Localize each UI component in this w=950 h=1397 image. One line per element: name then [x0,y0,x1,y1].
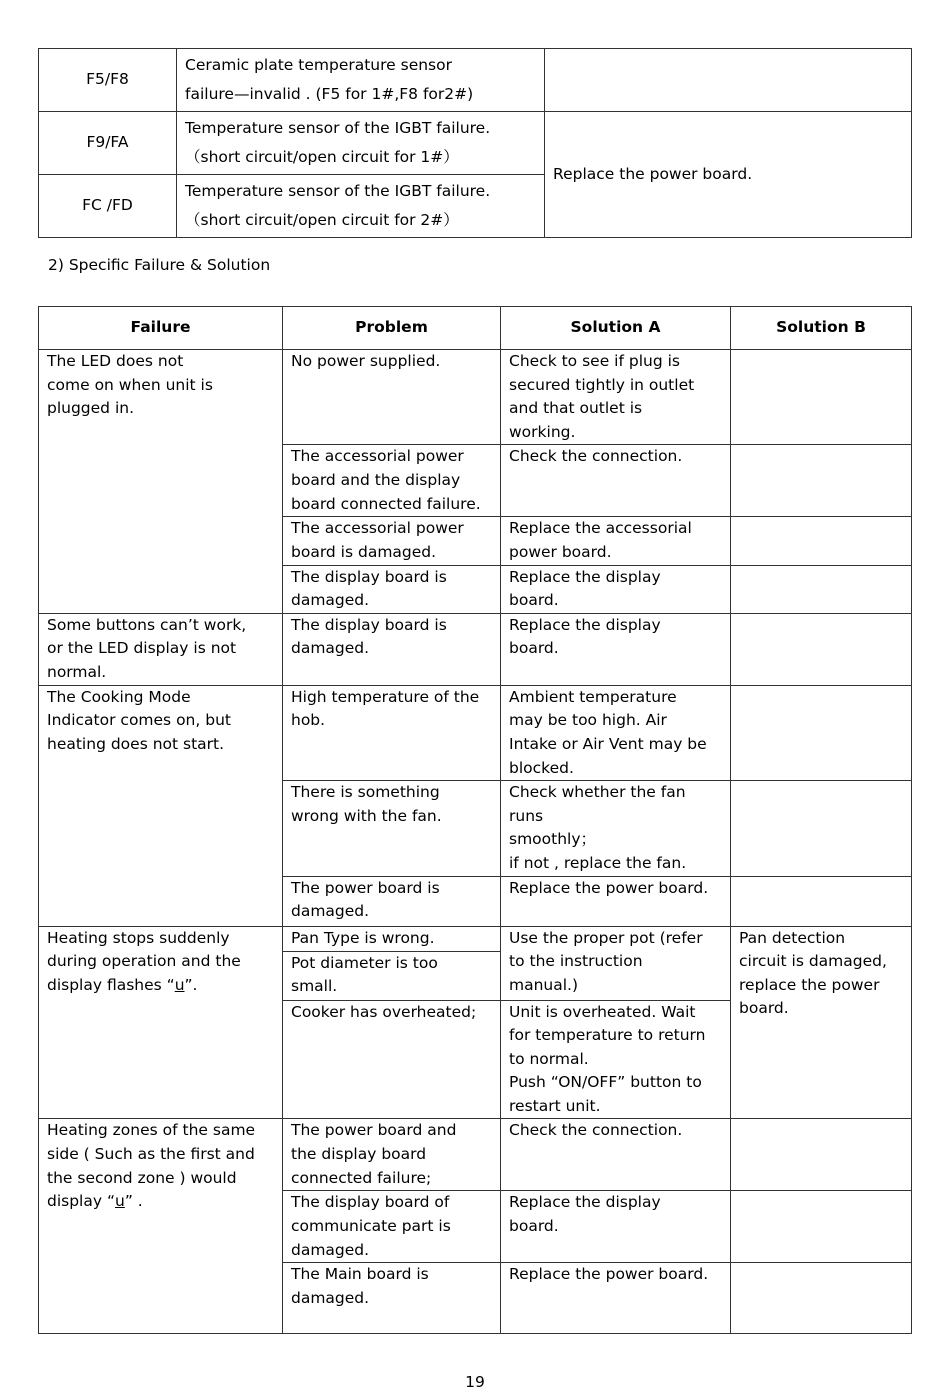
solution-b-cell [731,1263,912,1334]
solution-a-cell: Replace the power board. [501,1263,731,1334]
solution-a-cell: Unit is overheated. Wait for temperature to return to normal. Push “ON/OFF” button to restart unit. [501,1000,731,1119]
solution-a-cell: Check whether the fan runs smoothly； if not , replace the fan. [501,781,731,876]
problem-cell: Cooker has overheated; [283,1000,501,1119]
solution-a-cell: Check to see if plug is secured tightly in outlet and that outlet is working. [501,350,731,445]
error-code-table [38,48,912,238]
problem-cell: The display board of communicate part is damaged. [283,1191,501,1263]
failure-cell: The Cooking Mode Indicator comes on, but heating does not start. [39,685,283,926]
failure-text: Heating stops suddenly during operation and the display flashes “ [47,928,241,994]
solution-b-cell [731,613,912,685]
error-solution: Replace the power board. [545,112,912,238]
error-description: Temperature sensor of the IGBT failure. （short circuit/open circuit for 1#） [177,112,545,175]
table-header-row [39,307,912,350]
table-row [39,350,912,445]
header-solution-b: Solution B [731,307,912,350]
solution-a-cell: Replace the display board. [501,565,731,613]
page-number: 19 [465,1373,485,1391]
problem-cell: The accessorial power board and the display board connected failure. [283,445,501,517]
solution-b-cell [731,685,912,780]
table-row [39,685,912,780]
solution-a-cell: Replace the accessorial power board. [501,517,731,565]
failure-text-end: ” . [124,1192,143,1211]
error-code: F9/FA [39,112,177,175]
solution-a-cell: Check the connection. [501,1119,731,1191]
header-problem: Problem [283,307,501,350]
failure-cell: The LED does not come on when unit is plugged in. [39,350,283,614]
error-code: FC /FD [39,175,177,238]
solution-b-cell: Pan detection circuit is damaged, replace the power board. [731,926,912,1119]
solution-a-cell: Ambient temperature may be too high. Air Intake or Air Vent may be blocked. [501,685,731,780]
problem-cell: No power supplied. [283,350,501,445]
solution-a-cell: Replace the display board. [501,1191,731,1263]
table-row [39,613,912,685]
solution-b-cell [731,876,912,926]
solution-b-cell [731,445,912,517]
u-symbol: u [174,975,185,994]
problem-cell: The power board is damaged. [283,876,501,926]
failure-cell [39,926,283,1119]
problem-cell: The accessorial power board is damaged. [283,517,501,565]
error-description: Ceramic plate temperature sensor failure—invalid . (F5 for 1#,F8 for2#) [177,49,545,112]
solution-b-cell [731,517,912,565]
failure-cell [39,1119,283,1334]
solution-b-cell [731,781,912,876]
problem-cell: The display board is damaged. [283,613,501,685]
failure-cell: Some buttons can’t work, or the LED display is not normal. [39,613,283,685]
error-code: F5/F8 [39,49,177,112]
solution-b-cell [731,565,912,613]
failure-text-end: ”. [184,975,198,994]
solution-a-cell: Use the proper pot (refer to the instruction manual.) [501,926,731,1000]
problem-cell: The power board and the display board connected failure; [283,1119,501,1191]
problem-pan-type: Pan Type is wrong. [283,927,500,952]
solution-a-cell: Replace the power board. [501,876,731,926]
solution-b-cell [731,350,912,445]
problem-cell: There is something wrong with the fan. [283,781,501,876]
header-failure: Failure [39,307,283,350]
solution-b-cell [731,1191,912,1263]
problem-cell: The Main board is damaged. [283,1263,501,1334]
solution-b-cell [731,1119,912,1191]
section-title: 2) Specific Failure & Solution [48,256,271,274]
error-solution-empty [545,49,912,112]
header-solution-a: Solution A [501,307,731,350]
problem-cell [283,926,501,1000]
problem-cell: The display board is damaged. [283,565,501,613]
problem-cell: High temperature of the hob. [283,685,501,780]
table-row [39,1119,912,1191]
failure-solution-table [38,306,912,1334]
problem-pot-diameter: Pot diameter is too small. [291,953,438,996]
table-row [39,926,912,1000]
error-description: Temperature sensor of the IGBT failure. （short circuit/open circuit for 2#） [177,175,545,238]
failure-text: Heating zones of the same side ( Such as the first and the second zone ) would display “ [47,1121,256,1211]
u-symbol: u [115,1192,125,1211]
solution-a-cell: Check the connection. [501,445,731,517]
solution-a-cell: Replace the display board. [501,613,731,685]
